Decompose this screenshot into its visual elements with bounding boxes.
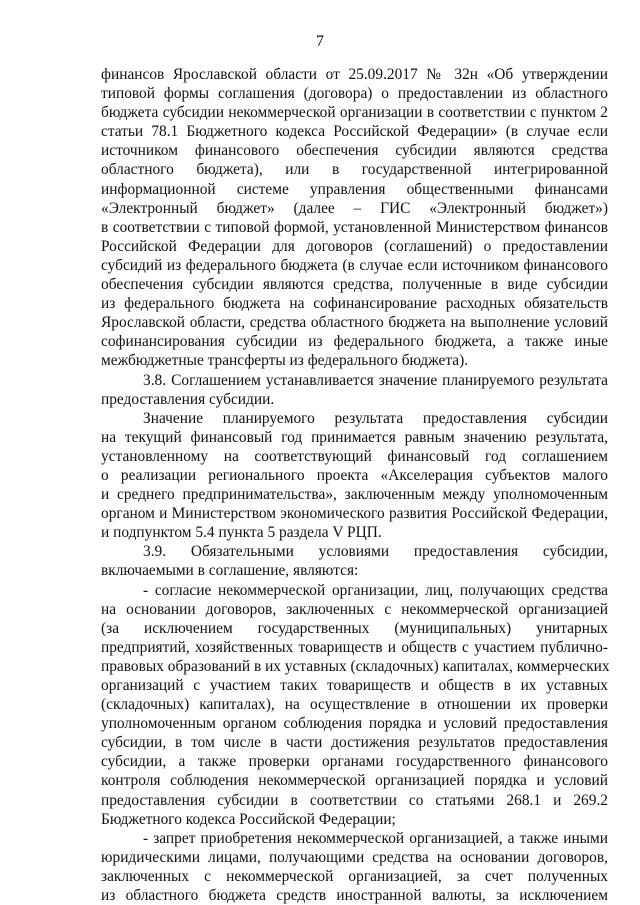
document-body	[101, 65, 608, 905]
text-line: контроля соблюдения некоммерческой организацией порядка и условий	[101, 772, 608, 790]
text-line: Ярославской области, средства областного бюджета на выполнение условий	[101, 314, 608, 332]
text-line: уполномоченным органом соблюдения порядка и условий предоставления	[101, 715, 608, 733]
text-line: финансов Ярославской области от 25.09.2017 № 32н «Об утверждении	[101, 66, 608, 83]
text-line: межбюджетные трансферты из федерального бюджета).	[101, 352, 469, 370]
text-line: источником финансового обеспечения субсидии являются средства	[101, 142, 608, 160]
text-line: 3.9. Обязательными условиями предоставления субсидии,	[143, 543, 608, 561]
text-line: предоставления субсидии в соответствии со статьями 268.1 и 269.2	[101, 791, 608, 809]
text-line: софинансирования субсидии из федерального бюджета, а также иные	[101, 333, 608, 351]
text-line: органом и Министерством экономического развития Российской Федерации,	[101, 505, 608, 523]
text-line: субсидии, в том числе в части достижения результатов предоставления	[101, 734, 608, 752]
text-line: включаемыми в соглашение, являются:	[101, 562, 359, 580]
text-line: обеспечения субсидии являются средства, полученные в виде субсидии	[101, 276, 608, 294]
text-line: Российской Федерации для договоров (соглашений) о предоставлении	[101, 237, 608, 255]
text-line: и подпунктом 5.4 пункта 5 раздела V РЦП.	[101, 524, 382, 542]
text-line: областного бюджета), или в государственной интегрированной	[101, 161, 608, 179]
text-line: «Электронный бюджет» (далее – ГИС «Электронный бюджет»)	[101, 199, 608, 217]
text-line: установленному на соответствующий финансовый год соглашением	[101, 447, 608, 465]
text-line: бюджета субсидии некоммерческой организации в соответствии с пунктом 2	[101, 104, 608, 122]
text-line: - запрет приобретения некоммерческой организацией, а также иными	[143, 829, 608, 847]
text-line: из федерального бюджета на софинансирование расходных обязательств	[101, 295, 608, 313]
text-line: Бюджетного кодекса Российской Федерации;	[101, 810, 396, 828]
text-line: в соответствии с типовой формой, установленной Министерством финансов	[101, 218, 608, 236]
text-line: о реализации регионального проекта «Акселерация субъектов малого	[101, 466, 608, 484]
text-line: (за исключением государственных (муниципальных) унитарных	[101, 619, 608, 637]
text-line: субсидий из федерального бюджета (в случае если источником финансового	[101, 256, 608, 274]
text-line: на основании договоров, заключенных с некоммерческой организацией	[101, 600, 608, 618]
text-line: и среднего предпринимательства», заключенным между уполномоченным	[101, 486, 608, 504]
text-line: типовой формы соглашения (договора) о предоставлении из областного	[101, 85, 608, 103]
text-line: (складочных) капиталах), на осуществление в отношении их проверки	[101, 696, 608, 714]
page-number: 7	[316, 33, 324, 50]
text-line: предприятий, хозяйственных товариществ и обществ с участием публично-	[101, 638, 608, 656]
text-line: субсидии, а также проверки органами государственного финансового	[101, 753, 608, 771]
text-line: из областного бюджета средств иностранной валюты, за исключением	[101, 887, 608, 905]
text-line: предоставления субсидии.	[101, 390, 275, 408]
text-line: правовых образований в их уставных (складочных) капиталах, коммерческих	[101, 657, 610, 675]
text-line: 3.8. Соглашением устанавливается значение планируемого результата	[143, 371, 608, 389]
text-line: Значение планируемого результата предоставления субсидии	[143, 409, 608, 427]
text-line: заключенных с некоммерческой организацией, за счет полученных	[101, 867, 608, 885]
text-line: информационной системе управления общественными финансами	[101, 180, 608, 198]
text-line: организаций с участием таких товариществ и обществ в их уставных	[101, 677, 608, 694]
text-line: статьи 78.1 Бюджетного кодекса Российской Федерации» (в случае если	[101, 123, 608, 141]
text-line: юридическими лицами, получающими средства на основании договоров,	[101, 848, 608, 866]
text-line: - согласие некоммерческой организации, лиц, получающих средства	[143, 581, 608, 599]
text-line: на текущий финансовый год принимается равным значению результата,	[101, 428, 608, 446]
